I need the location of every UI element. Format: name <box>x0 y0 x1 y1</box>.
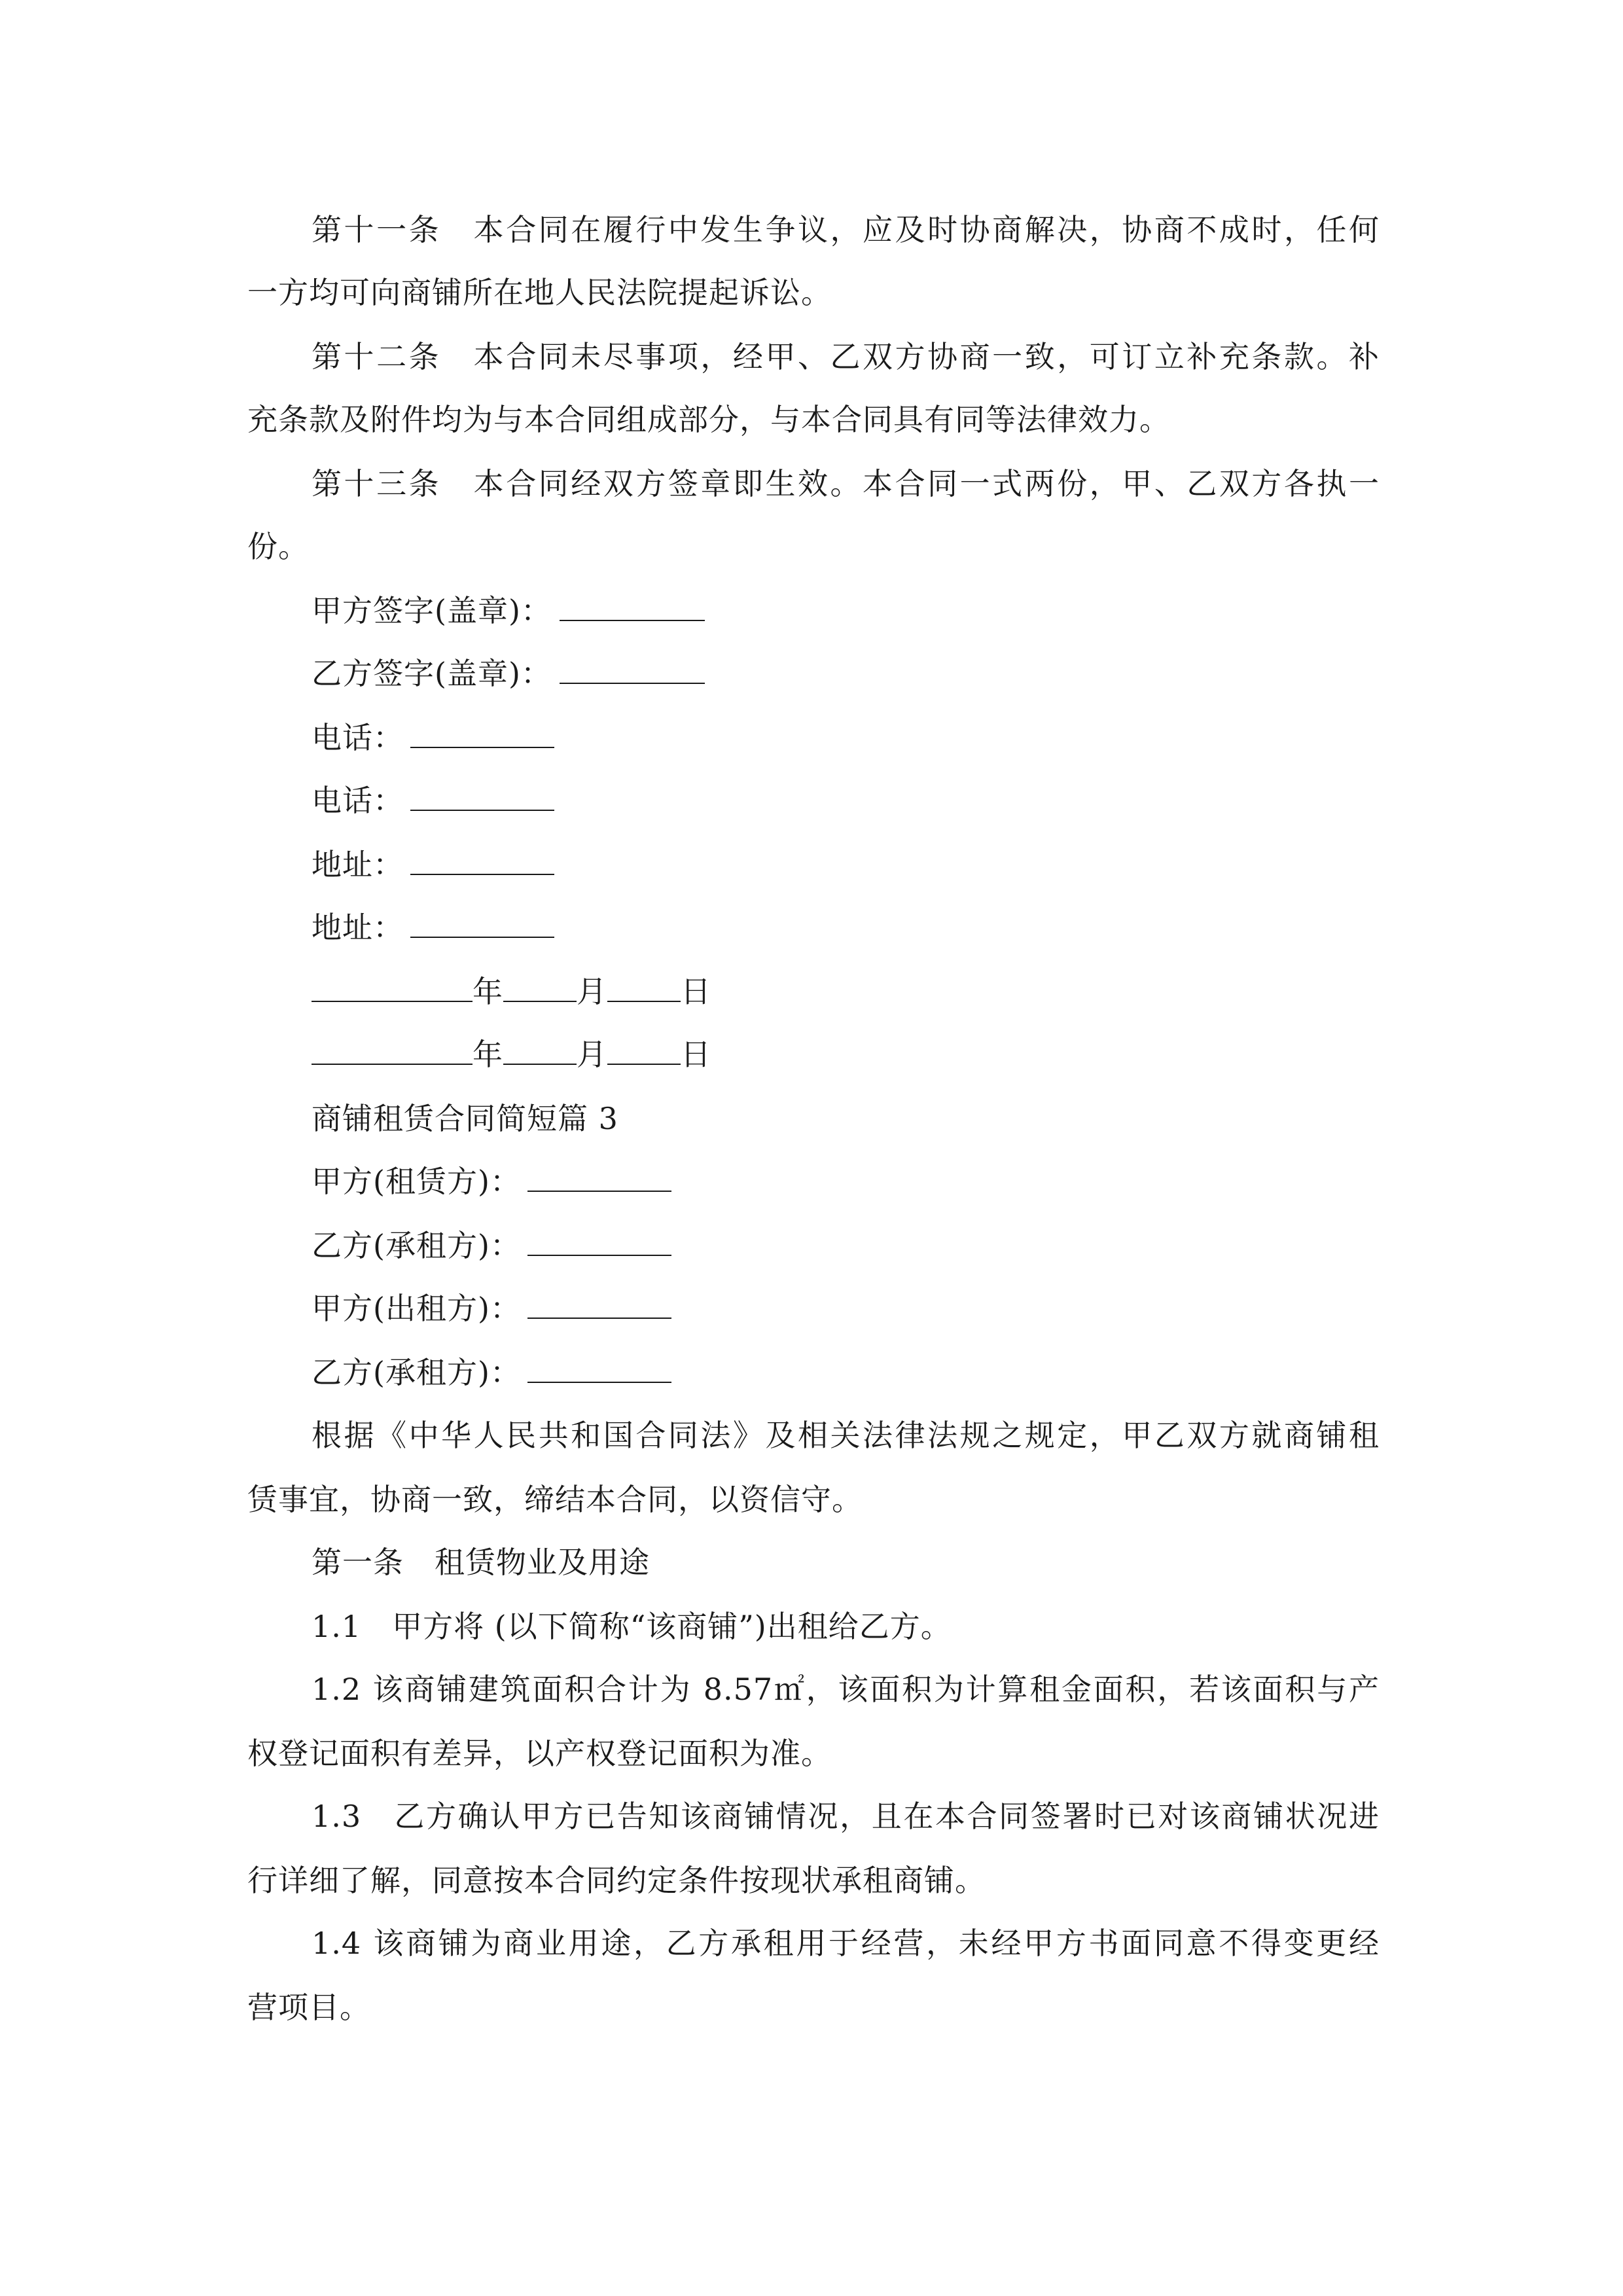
article-13-line-2: 份。 <box>247 529 309 564</box>
party-a-lessor-line <box>312 1162 1380 1200</box>
party-a-signature-line <box>312 592 1380 630</box>
party-b-lessee-label-1: 乙方(承租方)： <box>312 1228 521 1263</box>
preamble-line-1: 根据《中华人民共和国合同法》及相关法律法规之规定，甲乙双方就商铺租 <box>312 1418 1380 1453</box>
year-blank-1[interactable] <box>312 975 473 1002</box>
clause-1-3-line-1: 1.3 乙方确认甲方已告知该商铺情况，且在本合同签署时已对该商铺状况进 <box>312 1799 1380 1834</box>
day-blank-2[interactable] <box>607 1037 681 1065</box>
day-label-1: 日 <box>681 974 711 1009</box>
clause-1-4-line-1: 1.4 该商铺为商业用途，乙方承租用于经营，未经甲方书面同意不得变更经 <box>312 1926 1380 1961</box>
article-11-line-1: 第十一条 本合同在履行中发生争议，应及时协商解决，协商不成时，任何 <box>312 212 1380 247</box>
address-blank-2[interactable] <box>410 910 554 938</box>
party-b-signature-label: 乙方签字(盖章)： <box>312 656 552 691</box>
article-1-title: 第一条 租赁物业及用途 <box>312 1545 650 1580</box>
address-label-1: 地址： <box>312 847 404 882</box>
party-b-lessee-label-2: 乙方(承租方)： <box>312 1355 521 1390</box>
preamble-line-2: 赁事宜，协商一致，缔结本合同，以资信守。 <box>247 1482 863 1517</box>
month-label-2: 月 <box>577 1037 607 1072</box>
party-a-signature-blank[interactable] <box>560 594 705 621</box>
article-11-line-2: 一方均可向商铺所在地人民法院提起诉讼。 <box>247 275 832 310</box>
month-blank-2[interactable] <box>503 1037 577 1065</box>
party-b-lessee-blank-1[interactable] <box>527 1229 671 1256</box>
clause-1-2-line-1: 1.2 该商铺建筑面积合计为 8.57㎡，该面积为计算租金面积，若该面积与产 <box>312 1672 1380 1707</box>
year-label-1: 年 <box>473 974 503 1009</box>
month-label-1: 月 <box>577 974 607 1009</box>
address-blank-1[interactable] <box>410 848 554 875</box>
day-label-2: 日 <box>681 1037 711 1072</box>
party-a-letter-line <box>312 1289 1380 1327</box>
phone-line-1 <box>312 719 1380 757</box>
party-a-letter-blank[interactable] <box>527 1291 671 1319</box>
phone-line-2 <box>312 781 1380 819</box>
address-line-2 <box>312 908 1380 946</box>
clause-1-4-line-2: 营项目。 <box>247 1990 370 2025</box>
phone-label-2: 电话： <box>312 783 404 818</box>
party-b-signature-blank[interactable] <box>560 656 705 684</box>
year-blank-2[interactable] <box>312 1037 473 1065</box>
date-line-2 <box>312 1035 1380 1073</box>
party-a-signature-label: 甲方签字(盖章)： <box>312 593 552 628</box>
day-blank-1[interactable] <box>607 975 681 1002</box>
section-3-title: 商铺租赁合同简短篇 3 <box>312 1101 618 1136</box>
article-12-line-1: 第十二条 本合同未尽事项，经甲、乙双方协商一致，可订立补充条款。补 <box>312 339 1380 374</box>
party-b-lessee-blank-2[interactable] <box>527 1355 671 1383</box>
address-label-2: 地址： <box>312 910 404 945</box>
party-a-lessor-label: 甲方(租赁方)： <box>312 1164 521 1199</box>
phone-blank-2[interactable] <box>410 783 554 811</box>
clause-1-3-line-2: 行详细了解，同意按本合同约定条件按现状承租商铺。 <box>247 1863 986 1898</box>
article-12-line-2: 充条款及附件均为与本合同组成部分，与本合同具有同等法律效力。 <box>247 402 1170 437</box>
party-b-lessee-line-2 <box>312 1354 1380 1391</box>
address-line-1 <box>312 846 1380 884</box>
date-line-1 <box>312 973 1380 1011</box>
article-13-line-1: 第十三条 本合同经双方签章即生效。本合同一式两份，甲、乙双方各执一 <box>312 466 1380 501</box>
party-b-lessee-line-1 <box>312 1227 1380 1265</box>
clause-1-2-line-2: 权登记面积有差异，以产权登记面积为准。 <box>247 1736 832 1771</box>
year-label-2: 年 <box>473 1037 503 1072</box>
phone-blank-1[interactable] <box>410 721 554 748</box>
phone-label-1: 电话： <box>312 720 404 755</box>
clause-1-1: 1.1 甲方将 (以下简称“该商铺”)出租给乙方。 <box>312 1609 952 1644</box>
month-blank-1[interactable] <box>503 975 577 1002</box>
party-a-letter-label: 甲方(出租方)： <box>312 1291 521 1326</box>
party-b-signature-line <box>312 655 1380 692</box>
party-a-lessor-blank[interactable] <box>527 1164 671 1192</box>
